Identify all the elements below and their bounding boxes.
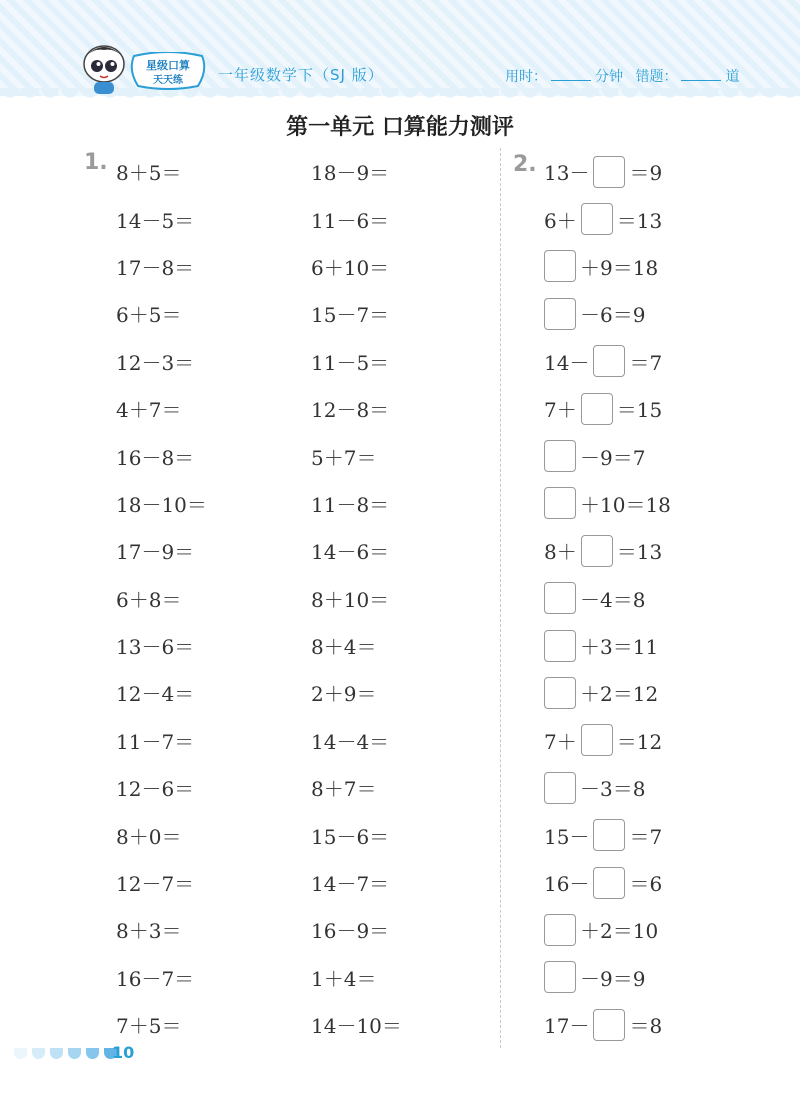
fill-in-equation [544,811,671,858]
equation: 8＋3＝ [116,919,182,944]
equation-end: ＝8 [629,1014,663,1039]
section2-number: 2. [513,152,537,177]
errors-label: 错题： [635,69,678,85]
equation: 14－4＝ [311,729,390,754]
equation-start: 17－ [544,1014,590,1039]
equation: 11－8＝ [311,492,390,517]
equation-end: －9＝9 [580,966,646,991]
equation: 7＋5＝ [116,1014,182,1039]
equation: 8＋7＝ [311,777,377,802]
equation-start: 14－ [544,350,590,375]
equation-end: ＝9 [629,161,663,186]
equation: 8＋10＝ [311,587,390,612]
section1-column-a [116,148,207,1048]
equation: 14－6＝ [311,540,390,565]
answer-box[interactable] [544,914,576,946]
fill-in-equation [544,575,671,622]
fill-in-equation [544,148,671,195]
fill-in-equation [544,717,671,764]
equation-end: ＋2＝12 [580,682,659,707]
equation: 1＋4＝ [311,966,377,991]
fill-in-equation [544,954,671,1001]
equation: 8＋5＝ [116,161,182,186]
equation: 12－4＝ [116,682,195,707]
equation: 6＋8＝ [116,587,182,612]
equation-end: ＝13 [616,208,663,233]
deco-dot [14,1048,27,1059]
equation-start: 6＋ [544,208,577,233]
equation-end: ＝7 [629,824,663,849]
answer-box[interactable] [544,298,576,330]
section2-column [544,148,671,1048]
unit-title: 第一单元 口算能力测评 [286,115,514,140]
answer-box[interactable] [544,487,576,519]
equation: 18－10＝ [116,492,207,517]
answer-box[interactable] [581,203,613,235]
time-blank[interactable] [551,68,591,81]
equation: 15－6＝ [311,824,390,849]
fill-in-equation [544,385,671,432]
answer-box[interactable] [581,393,613,425]
deco-dot [68,1048,81,1059]
fill-in-equation [544,338,671,385]
fill-in-equation [544,195,671,242]
minutes-label: 分钟 [595,69,623,85]
equation: 4＋7＝ [116,398,182,423]
logo [128,52,208,90]
equation: 17－9＝ [116,540,195,565]
equation-start: 7＋ [544,398,577,423]
fill-in-equation [544,243,671,290]
equation: 13－6＝ [116,635,195,660]
fill-in-equation [544,432,671,479]
page-decoration [14,1048,117,1059]
equation: 11－6＝ [311,208,390,233]
equation-start: 15－ [544,824,590,849]
equation: 17－8＝ [116,255,195,280]
equation-start: 16－ [544,872,590,897]
fill-in-equation [544,906,671,953]
answer-box[interactable] [593,156,625,188]
fill-in-equation [544,527,671,574]
logo-text-top: 星级口算 [146,59,190,72]
logo-text-bottom: 天天练 [153,75,183,86]
deco-dot [50,1048,63,1059]
equation: 16－9＝ [311,919,390,944]
time-label: 用时： [505,69,547,85]
fill-in-equation [544,290,671,337]
equation-end: －9＝7 [580,445,646,470]
equation: 14－7＝ [311,872,390,897]
answer-box[interactable] [544,772,576,804]
equation-end: ＋3＝11 [580,635,659,660]
equation-end: ＝12 [616,729,663,754]
equation: 8＋4＝ [311,635,377,660]
answer-box[interactable] [544,677,576,709]
errors-unit: 道 [725,69,740,85]
equation: 15－7＝ [311,303,390,328]
answer-box[interactable] [544,630,576,662]
answer-box[interactable] [593,345,625,377]
equation-end: ＝13 [616,540,663,565]
equation: 12－8＝ [311,398,390,423]
section1-number: 1. [84,150,108,175]
equation-end: ＝6 [629,872,663,897]
column-divider [500,148,501,1048]
equation-end: －3＝8 [580,777,646,802]
fill-in-equation [544,764,671,811]
equation-end: ＝15 [616,398,663,423]
deco-dot [86,1048,99,1059]
equation: 6＋10＝ [311,255,390,280]
equation: 6＋5＝ [116,303,182,328]
answer-box[interactable] [544,961,576,993]
equation-start: 13－ [544,161,590,186]
fill-in-equation [544,859,671,906]
equation-start: 8＋ [544,540,577,565]
equation: 14－10＝ [311,1014,402,1039]
answer-box[interactable] [544,440,576,472]
equation-end: ＋2＝10 [580,919,659,944]
errors-blank[interactable] [681,68,721,81]
fill-in-equation [544,669,671,716]
equation-end: ＋9＝18 [580,255,659,280]
page-number: 10 [112,1043,135,1062]
equation: 8＋0＝ [116,824,182,849]
equation-end: ＝7 [629,350,663,375]
equation: 12－7＝ [116,872,195,897]
equation-end: －4＝8 [580,587,646,612]
equation: 5＋7＝ [311,445,377,470]
answer-box[interactable] [593,819,625,851]
equation: 2＋9＝ [311,682,377,707]
equation: 12－6＝ [116,777,195,802]
answer-box[interactable] [581,535,613,567]
answer-box[interactable] [593,1009,625,1041]
answer-box[interactable] [593,867,625,899]
fill-in-equation [544,480,671,527]
fill-in-equation [544,622,671,669]
equation: 16－7＝ [116,966,195,991]
section1-column-b [311,148,402,1048]
equation-start: 7＋ [544,729,577,754]
answer-box[interactable] [544,250,576,282]
mascot-icon [80,42,128,96]
equation: 18－9＝ [311,161,390,186]
stats-line [505,66,739,86]
equation: 12－3＝ [116,350,195,375]
deco-dot [32,1048,45,1059]
book-title: 一年级数学下（SJ 版） [218,66,384,84]
fill-in-equation [544,1001,671,1048]
equation-end: ＋10＝18 [580,492,671,517]
equation: 11－7＝ [116,729,195,754]
equation: 14－5＝ [116,208,195,233]
equation: 16－8＝ [116,445,195,470]
answer-box[interactable] [581,724,613,756]
equation-end: －6＝9 [580,303,646,328]
equation: 11－5＝ [311,350,390,375]
answer-box[interactable] [544,582,576,614]
